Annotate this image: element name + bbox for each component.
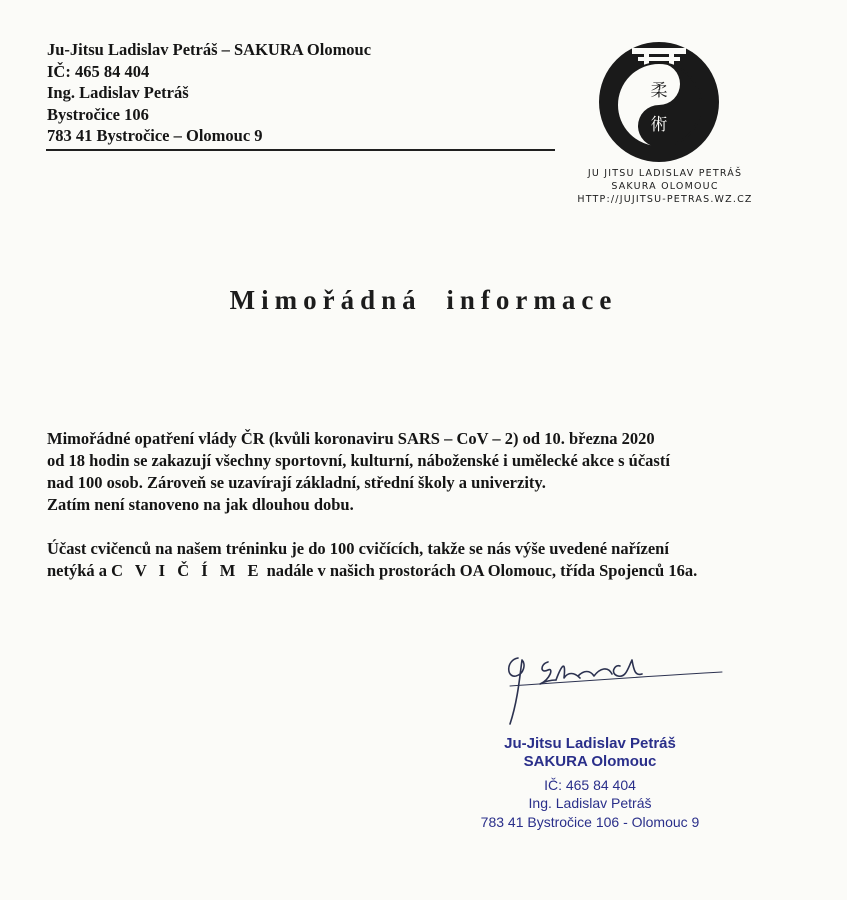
stamp-company-id: IČ: 465 84 404	[544, 777, 636, 793]
notice-body	[47, 428, 767, 582]
logo-caption	[545, 167, 785, 206]
sender-city: 783 41 Bystročice – Olomouc 9	[47, 126, 263, 145]
body-para2-line1: Účast cvičenců na našem tréninku je do 100 cvičících, takže se nás výše uvedené nařízení	[47, 539, 669, 558]
sender-company-id: IČ: 465 84 404	[47, 61, 150, 81]
header-divider	[46, 149, 555, 151]
sender-address-block	[47, 39, 555, 147]
stamp-organization: Ju-Jitsu Ladislav Petráš	[504, 735, 676, 752]
body-para2-line2	[47, 560, 767, 582]
body-para1-line4: Zatím není stanoveno na jak dlouhou dobu.	[47, 495, 354, 514]
logo-caption-name: JU JITSU LADISLAV PETRÁŠ	[587, 168, 743, 179]
body-para2-line2-start: netýká a	[47, 561, 112, 580]
club-logo-icon	[596, 38, 722, 164]
logo-char-jutsu: 術	[650, 115, 668, 135]
body-para1-line2: od 18 hodin se zakazují všechny sportovní, kulturní, náboženské i umělecké akce s účastí	[47, 451, 670, 470]
stamp-club-name: SAKURA Olomouc	[523, 753, 657, 770]
handwritten-signature	[470, 630, 730, 730]
sender-street: Bystročice 106	[47, 104, 149, 124]
body-para2-line2-end: nadále v našich prostorách OA Olomouc, třída Spojenců 16a.	[262, 561, 698, 580]
stamp-address: 783 41 Bystročice 106 - Olomouc 9	[480, 814, 700, 830]
stamp-contact-name: Ing. Ladislav Petráš	[528, 794, 652, 811]
logo-char-ju: 柔	[650, 81, 668, 101]
cvicime-emphasis: C V I Č Í M E	[111, 561, 263, 580]
logo-caption-url: HTTP://JUJITSU-PETRAS.WZ.CZ	[577, 194, 753, 205]
body-para1-line3: nad 100 osob. Zároveň se uzavírají základní, střední školy a univerzity.	[47, 473, 546, 492]
sender-contact-name: Ing. Ladislav Petráš	[47, 83, 189, 102]
body-para1-line1: Mimořádné opatření vlády ČR (kvůli koronaviru SARS – CoV – 2) od 10. března 2020	[47, 429, 655, 448]
organization-stamp	[440, 735, 740, 832]
logo-caption-city: SAKURA OLOMOUC	[611, 181, 719, 192]
document-title: Mimořádná informace	[229, 285, 618, 315]
sender-organization: Ju-Jitsu Ladislav Petráš – SAKURA Olomouc	[47, 40, 372, 59]
